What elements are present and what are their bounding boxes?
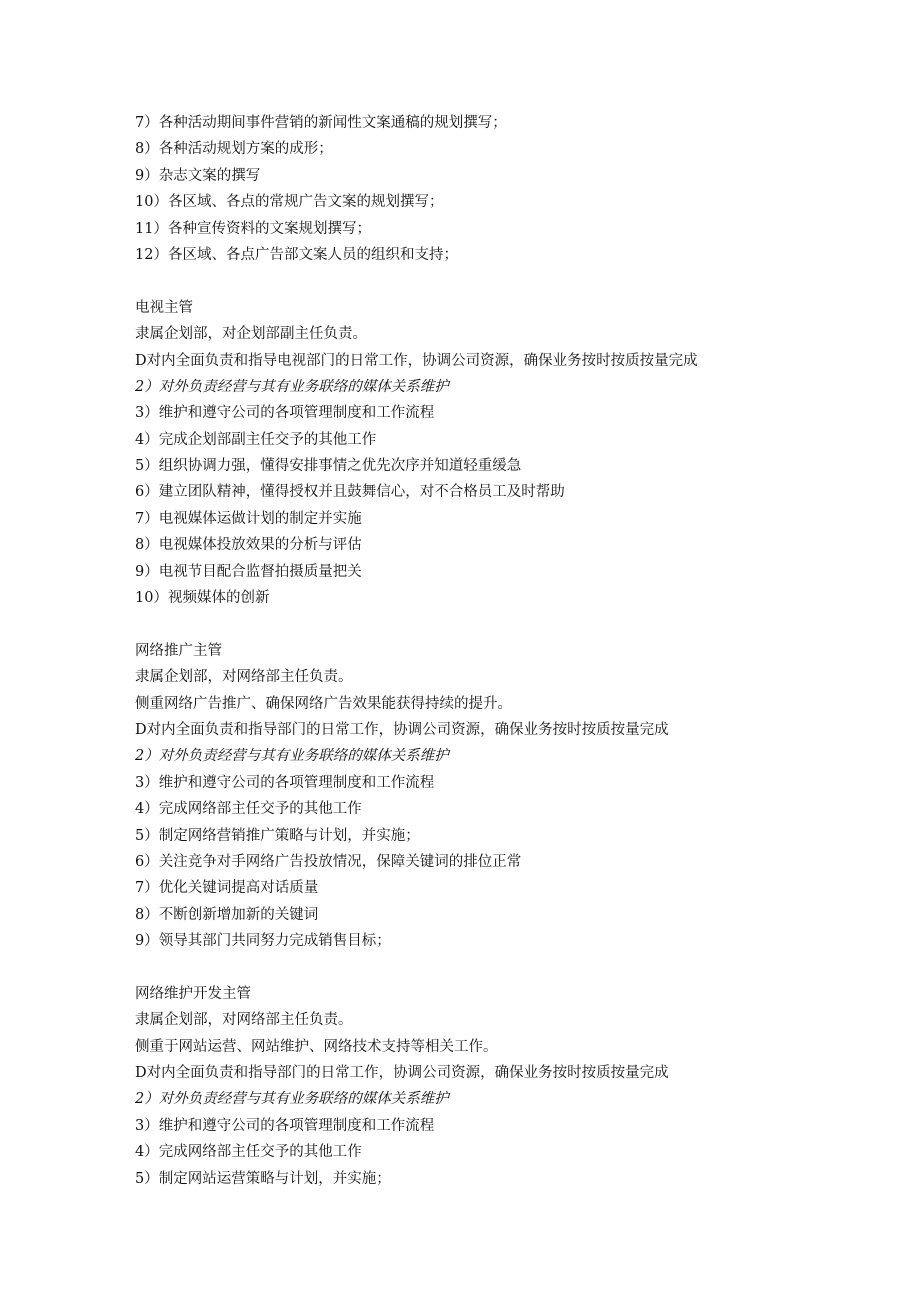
list-item: D对内全面负责和指导电视部门的日常工作，协调公司资源，确保业务按时按质按量完成 [135, 352, 698, 369]
section-title: 网络维护开发主管 [135, 985, 251, 1002]
focus-line: 侧重于网站运营、网站维护、网络技术支持等相关工作。 [135, 1038, 498, 1055]
list-item: 10）视频媒体的创新 [135, 590, 270, 607]
list-item: 5）组织协调力强，懂得安排事情之优先次序并知道轻重缓急 [135, 458, 522, 475]
list-item: 3）维护和遵守公司的各项管理制度和工作流程 [135, 1117, 435, 1134]
list-item: 9）领导其部门共同努力完成销售目标； [135, 933, 391, 950]
list-item: 6）关注竞争对手网络广告投放情况，保障关键词的排位正常 [135, 853, 522, 870]
list-item: 7）各种活动期间事件营销的新闻性文案通稿的规划撰写； [135, 115, 507, 131]
section-title: 网络推广主管 [135, 642, 222, 659]
list-item: 7）电视媒体运做计划的制定并实施 [135, 510, 362, 527]
list-item: 9）杂志文案的撰写 [135, 167, 261, 184]
list-item: 3）维护和遵守公司的各项管理制度和工作流程 [135, 774, 435, 791]
paragraph-gap [135, 611, 875, 637]
list-item: D对内全面负责和指导部门的日常工作，协调公司资源，确保业务按时按质按量完成 [135, 1065, 669, 1082]
reporting-line: 隶属企划部，对网络部主任负责。 [135, 669, 353, 686]
reporting-line: 隶属企划部，对网络部主任负责。 [135, 1012, 353, 1029]
list-item: 2）对外负责经营与其有业务联络的媒体关系维护 [135, 378, 449, 395]
section-web-promotion-supervisor [135, 638, 875, 955]
list-item: 8）各种活动规划方案的成形； [135, 141, 333, 158]
list-item: 10）各区域、各点的常规广告文案的规划撰写； [135, 194, 444, 211]
section-title: 电视主管 [135, 299, 193, 316]
list-item: 8）电视媒体投放效果的分析与评估 [135, 537, 362, 554]
list-item: 3）维护和遵守公司的各项管理制度和工作流程 [135, 405, 435, 422]
list-item: 9）电视节目配合监督拍摄质量把关 [135, 563, 362, 580]
list-item: 11）各种宣传资料的文案规划撰写； [135, 220, 371, 237]
list-item: 5）制定网络营销推广策略与计划，并实施； [135, 827, 420, 844]
list-item: 8）不断创新增加新的关键词 [135, 906, 319, 923]
list-item: 5）制定网站运营策略与计划，并实施； [135, 1170, 391, 1187]
document-body [135, 110, 875, 1192]
copywriting-duties-list [135, 110, 875, 268]
list-item: 2）对外负责经营与其有业务联络的媒体关系维护 [135, 748, 449, 765]
list-item: 7）优化关键词提高对话质量 [135, 880, 319, 897]
section-tv-supervisor [135, 295, 875, 612]
list-item: 12）各区域、各点广告部文案人员的组织和支持； [135, 246, 458, 263]
list-item: 4）完成企划部副主任交予的其他工作 [135, 431, 377, 448]
list-item: 6）建立团队精神，懂得授权并且鼓舞信心，对不合格员工及时帮助 [135, 484, 565, 501]
list-item: 2）对外负责经营与其有业务联络的媒体关系维护 [135, 1091, 449, 1108]
list-item: 4）完成网络部主任交予的其他工作 [135, 1144, 362, 1161]
reporting-line: 隶属企划部，对企划部副主任负责。 [135, 326, 367, 343]
focus-line: 侧重网络广告推广、确保网络广告效果能获得持续的提升。 [135, 695, 512, 712]
section-web-maintenance-supervisor [135, 981, 875, 1192]
list-item: 4）完成网络部主任交予的其他工作 [135, 801, 362, 818]
paragraph-gap [135, 955, 875, 981]
paragraph-gap [135, 268, 875, 294]
list-item: D对内全面负责和指导部门的日常工作，协调公司资源，确保业务按时按质按量完成 [135, 721, 669, 738]
